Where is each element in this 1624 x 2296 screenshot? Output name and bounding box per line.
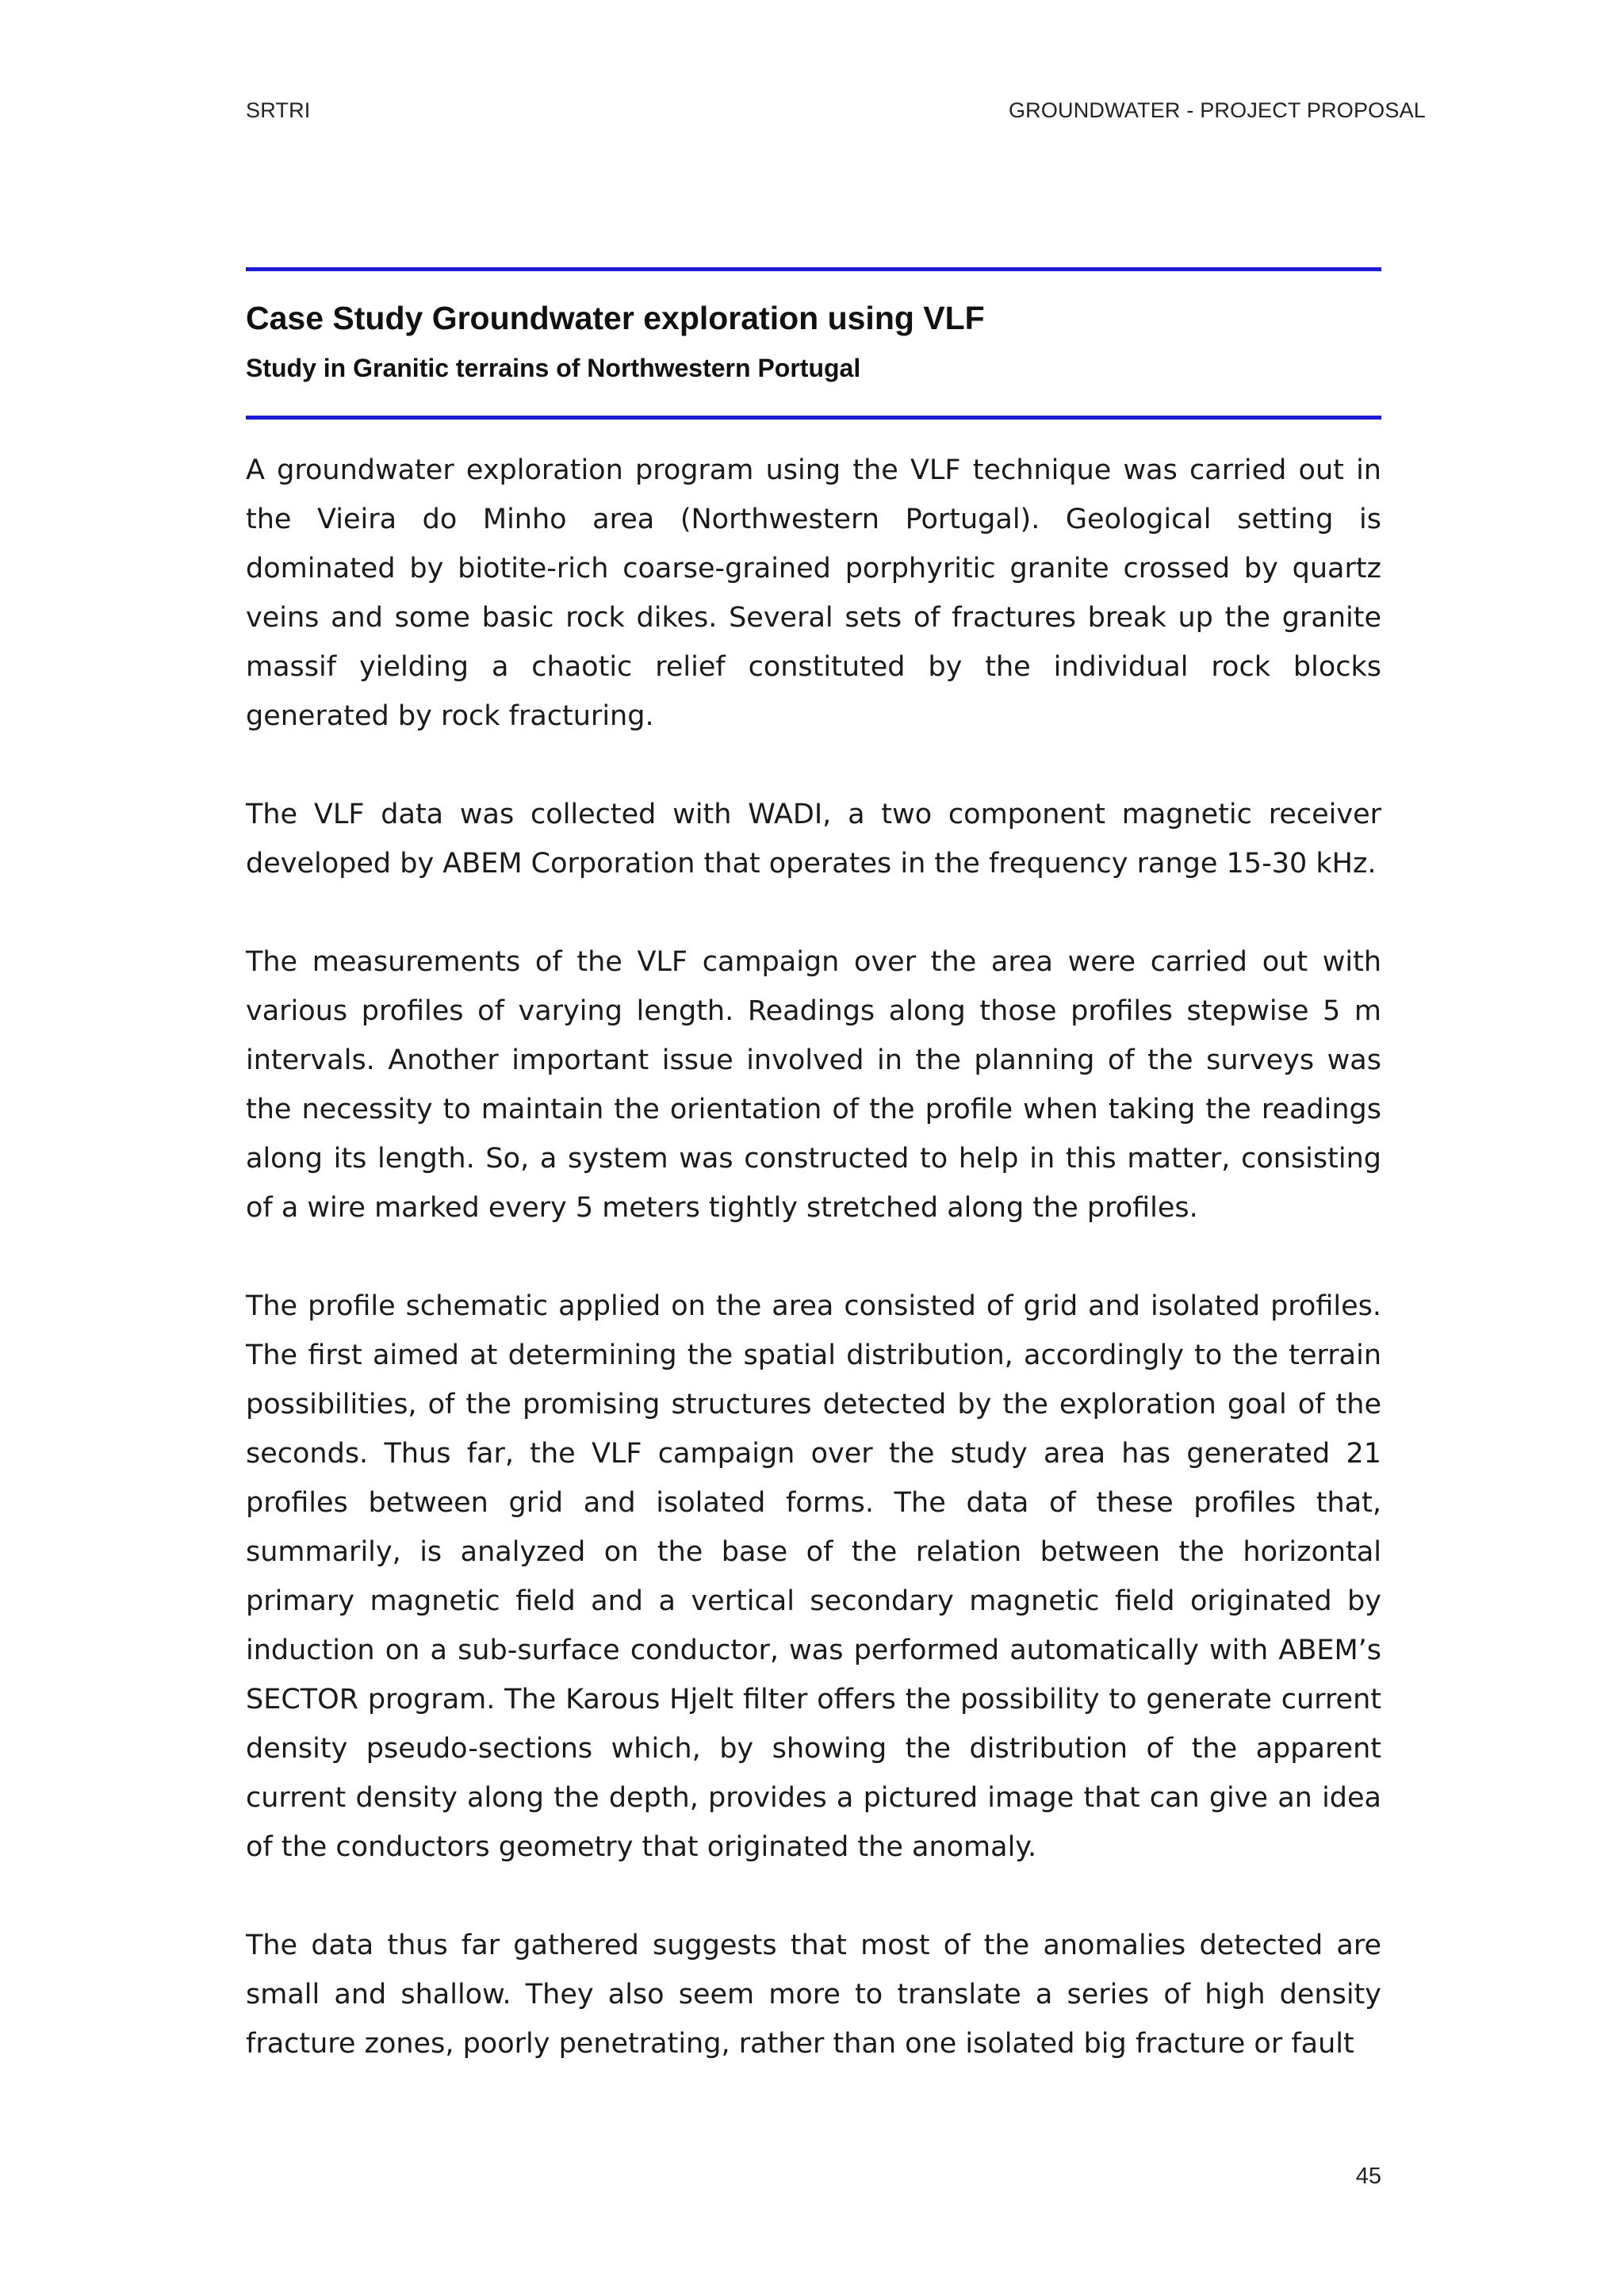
page-number: 45: [1355, 2164, 1381, 2189]
running-header-left: SRTRI: [246, 98, 311, 122]
page-title: Case Study Groundwater exploration using VLF: [246, 300, 985, 336]
paragraph-5: The data thus far gathered suggests that most of the anomalies detected are small and shallow. They also seem more to translate a series of high density fracture zones, poorly penetrating, rather than one isolated big fracture or fault: [246, 1930, 1381, 2060]
paragraph-1: A groundwater exploration program using the VLF technique was carried out in the Vieira do Minho area (Northwestern Portugal). Geological setting is dominated by biotite-rich coarse-grained porphyritic granite crossed by quartz veins and some basic rock dikes. Several sets of fractures break up the granite massif yielding a chaotic relief constituted by the individual rock blocks generated by rock fracturing.: [246, 454, 1381, 732]
title-rule-top: [246, 267, 1381, 271]
title-rule-bottom: [246, 416, 1381, 420]
paragraph-3: The measurements of the VLF campaign over the area were carried out with various profiles of varying length. Readings along those profiles stepwise 5 m intervals. Another important issue involved in the planning of the surveys was the necessity to maintain the orientation of the profile when taking the readings along its length. So, a system was constructed to help in this matter, consisting of a wire marked every 5 meters tightly stretched along the profiles.: [246, 946, 1381, 1224]
running-header-right: GROUNDWATER - PROJECT PROPOSAL: [1008, 98, 1426, 122]
body-text: [246, 446, 1381, 2068]
paragraph-4: The profile schematic applied on the area consisted of grid and isolated profiles. The first aimed at determining the spatial distribution, accordingly to the terrain possibilities, of the promising structures detected by the exploration goal of the seconds. Thus far, the VLF campaign over the study area has generated 21 profiles between grid and isolated forms. The data of these profiles that, summarily, is analyzed on the base of the relation between the horizontal primary magnetic field and a vertical secondary magnetic field originated by induction on a sub-surface conductor, was performed automatically with ABEM’s SECTOR program. The Karous Hjelt filter offers the possibility to generate current density pseudo-sections which, by showing the distribution of the apparent current density along the depth, provides a pictured image that can give an idea of the conductors geometry that originated the anomaly.: [246, 1290, 1381, 1863]
page-subtitle: Study in Granitic terrains of Northwestern Portugal: [246, 354, 861, 382]
paragraph-2: The VLF data was collected with WADI, a two component magnetic receiver developed by ABEM Corporation that operates in the frequency range 15-30 kHz.: [246, 799, 1381, 880]
